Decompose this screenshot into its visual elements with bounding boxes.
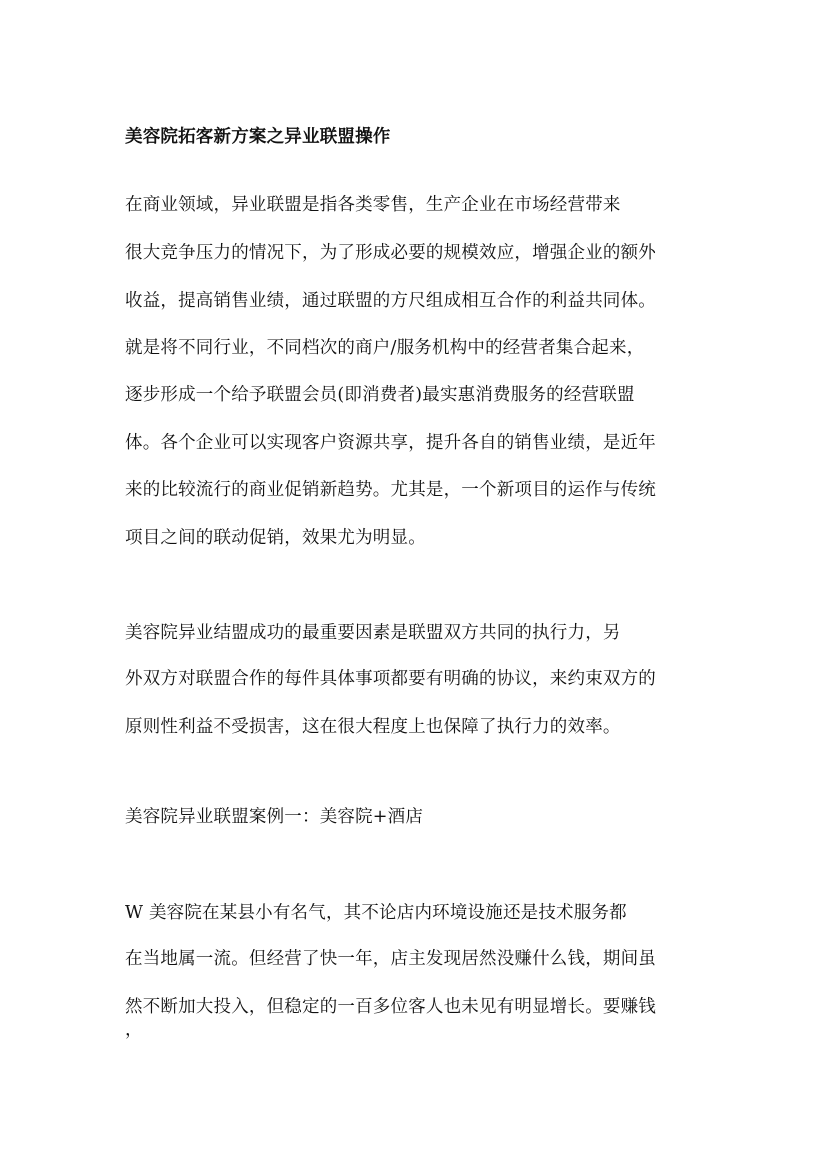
paragraph-line: 收益，提高销售业绩，通过联盟的方尺组成相互合作的利益共同体。 [125, 291, 656, 311]
paragraph-line: 来的比较流行的商业促销新趋势。尤其是，一个新项目的运作与传统 [125, 480, 656, 500]
paragraph-line: 外双方对联盟合作的每件具体事项都要有明确的协议，来约束双方的 [125, 669, 656, 689]
paragraph-line: 就是将不同行业，不同档次的商户/服务机构中的经营者集合起来， [125, 338, 645, 358]
paragraph-line: 在当地属一流。但经营了快一年，店主发现居然没赚什么钱，期间虽 [125, 949, 656, 969]
paragraph-line: 体。各个企业可以实现客户资源共享，提升各自的销售业绩，是近年 [125, 433, 656, 453]
paragraph-line: 在商业领域，异业联盟是指各类零售，生产企业在市场经营带来 [125, 195, 621, 215]
paragraph-line: ， [125, 1020, 143, 1040]
paragraph-line: W 美容院在某县小有名气，其不论店内环境设施还是技术服务都 [125, 903, 627, 923]
paragraph-line: 原则性利益不受损害，这在很大程度上也保障了执行力的效率。 [125, 717, 621, 737]
paragraph-line: 很大竞争压力的情况下，为了形成必要的规模效应，增强企业的额外 [125, 243, 656, 263]
document-title: 美容院拓客新方案之异业联盟操作 [125, 127, 391, 147]
case-heading: 美容院异业联盟案例一：美容院+酒店 [125, 807, 424, 827]
paragraph-line: 然不断加大投入，但稳定的一百多位客人也未见有明显增长。要赚钱 [125, 997, 656, 1017]
paragraph-line: 美容院异业结盟成功的最重要因素是联盟双方共同的执行力，另 [125, 623, 621, 643]
paragraph-line: 逐步形成一个给予联盟会员(即消费者)最实惠消费服务的经营联盟 [125, 385, 635, 405]
paragraph-line: 项目之间的联动促销，效果尤为明显。 [125, 528, 426, 548]
